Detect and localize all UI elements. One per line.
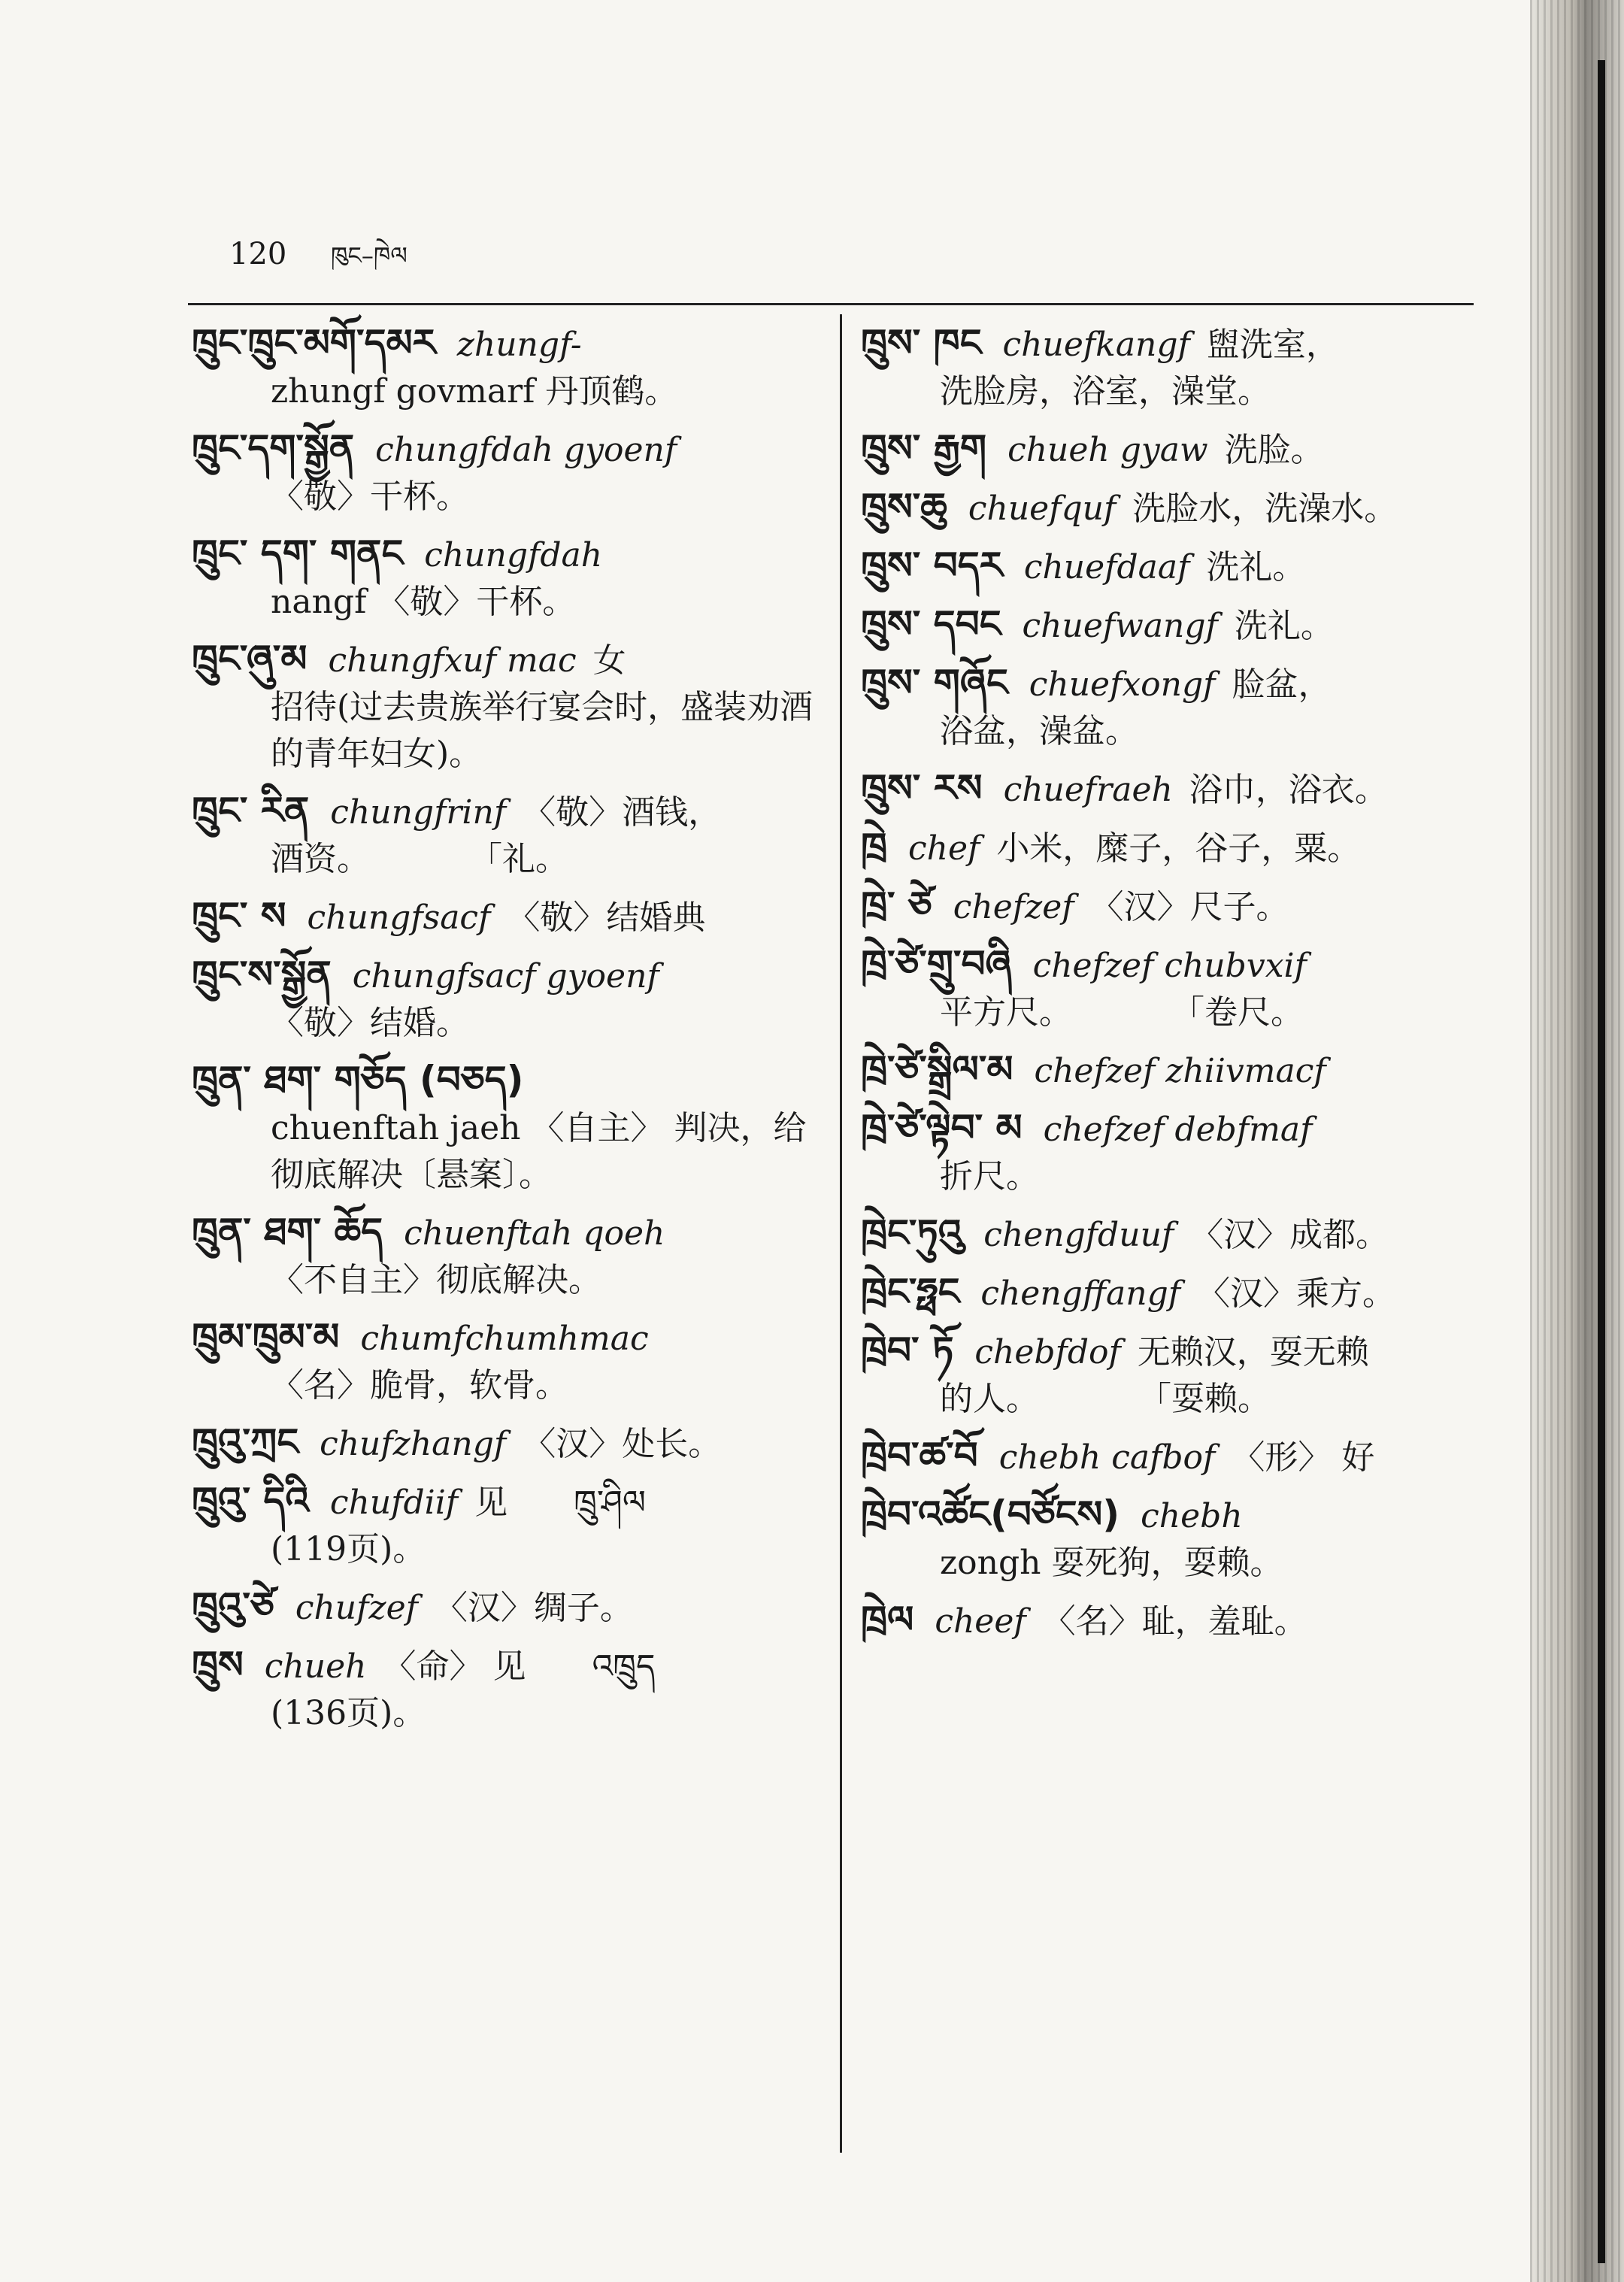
dictionary-entry [192,1056,816,1199]
entry-continuation: 招待(过去贵族举行宴会时，盛装劝酒的青年妇女)。 [271,688,814,773]
entry-definition: 〈汉〉乘方。 [1197,1274,1396,1313]
entry-romanization: chungfdah gyoenf [375,431,677,469]
book-edge [1530,0,1624,2282]
entry-romanization: chufdiif [329,1483,459,1522]
dictionary-entry [192,1641,816,1737]
entry-headword: ཁྲེ [861,825,887,868]
entry-romanization: chefzef chubvxif [1032,947,1307,985]
entry-headword: ཁྲུས་ཆུ [861,485,947,529]
left-column [192,320,816,1747]
entry-headword: ཁྲེ་ཙེ་སྒྲིལ་མ [861,1047,1013,1091]
entry-romanization: chuefxongf [1029,665,1216,704]
entry-headword: ཁྲུས་ རས [861,766,983,810]
dictionary-entry [861,823,1489,872]
dictionary-entry [192,530,816,626]
entry-headword: ཁྲུས་ གཞོང [861,661,1008,705]
running-head: ཁུང–ཁེལ [331,241,408,270]
dictionary-entry [861,1210,1489,1259]
dictionary-entry [861,425,1489,474]
entry-romanization: chueh [264,1647,367,1686]
entry-definition: 〈名〉耻，羞耻。 [1042,1602,1307,1641]
entry-definition: 盥洗室， [1206,326,1339,364]
entry-romanization: chengfduuf [983,1216,1174,1254]
entry-headword: ཁྲུང་ཞུ་མ [192,637,308,680]
entry-headword: ཁྲུན་ ཐག་ གཅོད (བཅད) [192,1058,524,1102]
entry-headword: ཁྲུའུ་ཀྲང [192,1420,299,1464]
dictionary-entry [861,1432,1489,1481]
entry-headword: ཁྲུའུ་ དིའི [192,1479,309,1523]
entry-definition: 洗礼。 [1206,548,1306,586]
entry-continuation: 〈不自主〉彻底解决。 [271,1261,601,1299]
entry-headword: ཁྲུས་ ཁང [861,321,982,365]
entry-headword: ཁྲུང་ དག་ གནང [192,532,404,575]
entry-headword: ཁྲེལ [861,1598,914,1641]
entry-continuation: nangf 〈敬〉干杯。 [271,583,576,621]
entry-romanization: chufzhangf [320,1425,507,1463]
right-column [861,320,1489,1655]
entry-definition: 〈汉〉尺子。 [1090,888,1289,926]
entry-continuation: 浴盆，澡盆。 [940,712,1138,750]
entry-definition: 〈汉〉绸子。 [434,1589,633,1627]
entry-definition: 〈命〉 见 འཁྲུད [383,1647,656,1686]
entry-continuation: 酒资。 「礼。 [271,840,568,878]
entry-romanization: chuefwangf [1022,607,1218,645]
entry-romanization: chungfsacf [307,899,491,937]
header-rule [188,303,1474,305]
dictionary-entry [861,1327,1489,1423]
entry-definition: 洗礼。 [1234,607,1334,645]
entry-romanization: chef [908,829,980,868]
entry-definition: 脸盆， [1232,665,1332,704]
entry-romanization: chengffangf [980,1274,1181,1313]
dictionary-entry [192,1583,816,1632]
entry-continuation: 〈敬〉结婚。 [271,1004,469,1042]
dictionary-entry [192,320,816,415]
entry-definition: 女 [592,641,626,680]
entry-continuation: (136页)。 [271,1694,426,1732]
entry-continuation: zhungf govmarf 丹顶鹤。 [271,372,678,411]
entry-continuation: 〈名〉脆骨，软骨。 [271,1366,568,1405]
dictionary-entry [192,1419,816,1468]
dictionary-entry [192,425,816,520]
entry-continuation: 的人。 「耍赖。 [940,1380,1271,1418]
entry-romanization: chueh gyaw [1007,431,1208,469]
dictionary-entry [192,635,816,777]
dictionary-entry [192,1314,816,1409]
entry-romanization: chumfchumhmac [360,1320,649,1358]
entry-continuation: 平方尺。 「卷尺。 [940,993,1304,1032]
entry-headword: ཁྲེབ་འཚོང(བཙོངས) [861,1493,1120,1536]
entry-headword: ཁྲེ་ ཙེ [861,883,932,927]
entry-definition: 〈汉〉成都。 [1190,1216,1389,1254]
dictionary-entry [861,1105,1489,1200]
entry-continuation: zongh 耍死狗，耍赖。 [940,1544,1283,1582]
entry-headword: ཁྲེབ་ ཏོ [861,1329,954,1372]
entry-definition: 〈敬〉酒钱， [523,793,722,832]
dictionary-entry [861,1046,1489,1095]
entry-headword: ཁྲུས་ དབང [861,602,1001,646]
entry-romanization: chefzef [953,888,1074,926]
entry-definition: 洗脸水，洗澡水。 [1132,489,1398,528]
entry-headword: ཁྲུང་ས་སྒྱོན [192,953,332,996]
page-number: 120 [229,237,287,271]
entry-headword: ཁྲུན་ ཐག་ ཆོད [192,1210,383,1253]
entry-headword: ཁྲུས་ བདར [861,544,1003,587]
entry-definition: 小米，糜子，谷子，粟。 [996,829,1361,868]
entry-romanization: chungfdah [424,536,603,574]
dictionary-entry [861,320,1489,415]
dictionary-entry [192,892,816,941]
edge-line [1598,60,1605,2263]
entry-romanization: chuefquf [968,489,1116,528]
entry-romanization: zhungf- [456,326,582,364]
dictionary-entry [861,601,1489,650]
entry-definition: 〈敬〉结婚典 [507,899,706,937]
entry-continuation: 折尺。 [940,1157,1039,1196]
dictionary-entry [861,941,1489,1036]
entry-romanization: chungfsacf gyoenf [352,957,659,996]
entry-definition: 〈汉〉处长。 [523,1425,722,1463]
entry-definition: 无赖汉，耍无赖 [1137,1333,1369,1371]
entry-romanization: chebh [1141,1497,1243,1535]
entry-headword: ཁྲུའུ་ཙེ [192,1584,274,1628]
entry-continuation: 〈敬〉干杯。 [271,477,469,516]
dictionary-entry [192,1208,816,1304]
entry-headword: ཁྲེང་ཏུའུ [861,1211,963,1255]
entry-definition: 〈形〉 好 [1232,1438,1375,1477]
entry-romanization: chuenftah qoeh [404,1214,665,1253]
entry-headword: ཁྲེ་ཙེ་གྲུ་བཞི [861,942,1012,986]
dictionary-entry [861,483,1489,532]
entry-headword: ཁྲེ་ཙེ་ལྟེབ་ མ [861,1106,1023,1150]
entry-headword: ཁྲུས་ རྒྱག [861,426,987,470]
entry-definition: 洗脸。 [1224,431,1324,469]
entry-headword: ཁྲེབ་ཚ་བོ [861,1434,978,1477]
entry-continuation: 洗脸房，浴室，澡堂。 [940,372,1271,411]
dictionary-entry [861,882,1489,931]
entry-definition: 见 ཁྲུ་ཤིལ [474,1483,646,1522]
entry-romanization: chuefraeh [1003,771,1173,809]
entry-romanization: chuefdaaf [1023,548,1190,586]
dictionary-entry [861,659,1489,755]
entry-romanization: chufzef [295,1589,418,1627]
entry-romanization: chungfrinf [330,793,507,832]
dictionary-entry [192,787,816,883]
entry-headword: ཁྲུམ་ཁྲུམ་མ [192,1315,340,1359]
dictionary-entry [861,765,1489,814]
entry-romanization: chefzef debfmaf [1043,1111,1313,1149]
dictionary-entry [861,1596,1489,1645]
entry-headword: ཁྲུང་ རིན [192,789,310,832]
entry-headword: ཁྲུང་ཁྲུང་མགོ་དམར [192,321,436,365]
entry-headword: ཁྲུང་དག་སྒྱོན [192,426,355,470]
dictionary-entry [861,1268,1489,1317]
entry-headword: ཁྲུང་ ས [192,894,286,938]
entry-definition: 浴巾，浴衣。 [1189,771,1388,809]
entry-romanization: chefzef zhiivmacf [1034,1052,1326,1090]
entry-headword: ཁྲེང་ཧྥང [861,1270,960,1314]
entry-headword: ཁྲུས [192,1643,244,1686]
dictionary-entry [861,542,1489,591]
entry-continuation: chuenftah jaeh 〈自主〉 判决，给彻底解决〔悬案〕。 [271,1109,807,1194]
entry-romanization: chebh cafbof [998,1438,1216,1477]
entry-continuation: (119页)。 [271,1530,426,1568]
entry-romanization: chuefkangf [1002,326,1190,364]
entry-romanization: chungfxuf mac [328,641,577,680]
column-divider [840,314,842,2153]
dictionary-entry [861,1491,1489,1586]
entry-romanization: chebfdof [974,1333,1121,1371]
dictionary-entry [192,951,816,1047]
dictionary-entry [192,1477,816,1573]
entry-romanization: cheef [935,1602,1026,1641]
